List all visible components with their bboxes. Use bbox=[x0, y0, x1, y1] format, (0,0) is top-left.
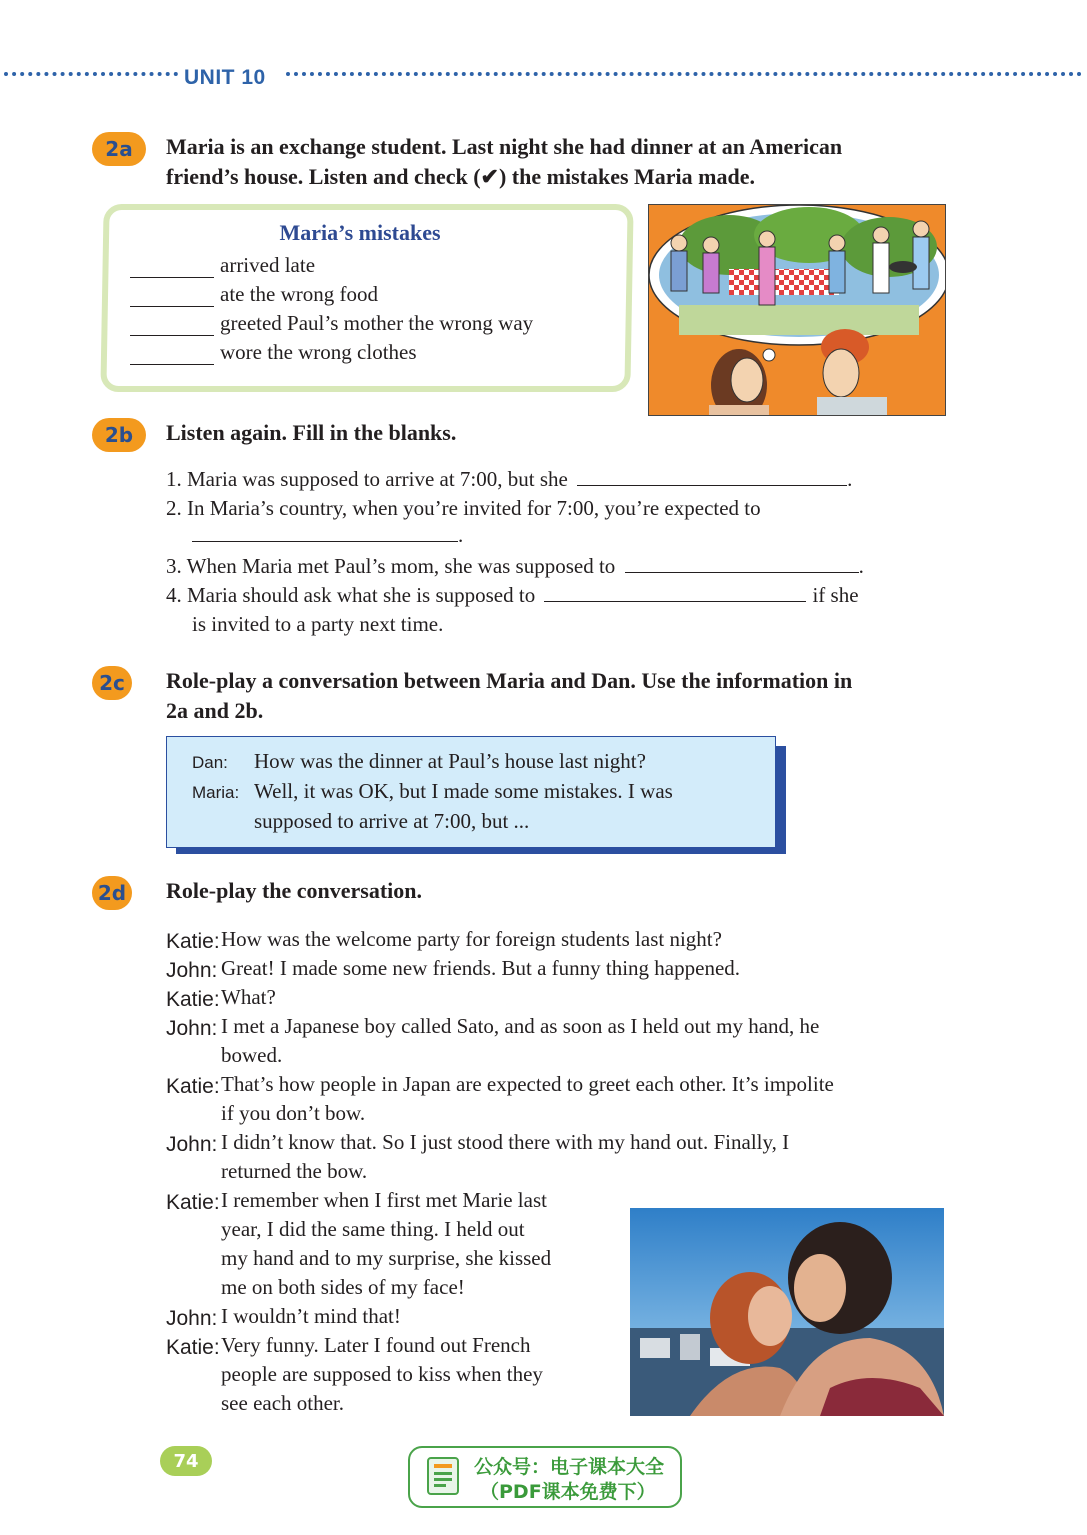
instruction-2c: Role-play a conversation between Maria and Dan. Use the information in 2a and 2b. bbox=[166, 668, 853, 723]
answer-blank-2[interactable] bbox=[192, 521, 458, 542]
speaker-label: Katie: bbox=[166, 1336, 220, 1359]
badge-2c: 2c bbox=[92, 666, 132, 700]
answer-blank-3[interactable] bbox=[625, 552, 859, 573]
unit-title: UNIT 10 bbox=[184, 66, 266, 89]
question-1: 1. Maria was supposed to arrive at 7:00, but she . bbox=[166, 467, 853, 491]
instruction-2d: Role-play the conversation. bbox=[166, 878, 423, 903]
watermark-badge bbox=[408, 1446, 682, 1508]
watermark-line1: 公众号：电子课本大全 bbox=[474, 1456, 665, 1478]
instruction-2b: Listen again. Fill in the blanks. bbox=[166, 420, 457, 445]
mistake-item: ate the wrong food bbox=[130, 278, 378, 307]
mistakes-title: Maria’s mistakes bbox=[279, 220, 441, 245]
dialogue-line-text: How was the welcome party for foreign students last night? bbox=[221, 927, 722, 951]
dialogue-line-text: bowed. bbox=[221, 1043, 283, 1067]
answer-blank-4[interactable] bbox=[544, 581, 806, 602]
dialogue-line-text: people are supposed to kiss when they bbox=[221, 1362, 543, 1386]
speaker-label: Katie: bbox=[166, 1191, 220, 1214]
instruction-2a: Maria is an exchange student. Last night she had dinner at an American friend’s house. Listen and check (✔) the mistakes Maria made. bbox=[166, 134, 843, 189]
page-number: 74 bbox=[160, 1446, 212, 1476]
dialogue-line-text: I met a Japanese boy called Sato, and as soon as I held out my hand, he bbox=[221, 1014, 820, 1038]
dialogue-line-text: see each other. bbox=[221, 1391, 345, 1415]
dialogue-line-text: my hand and to my surprise, she kissed bbox=[221, 1246, 552, 1270]
answer-blank-1[interactable] bbox=[577, 465, 847, 486]
book-icon bbox=[426, 1456, 464, 1498]
dialogue-line: Maria: bbox=[192, 783, 240, 802]
dialogue-line-text: I remember when I first met Marie last bbox=[221, 1188, 547, 1212]
mistake-item: wore the wrong clothes bbox=[130, 336, 417, 365]
check-blank[interactable] bbox=[130, 344, 214, 365]
check-blank[interactable] bbox=[130, 257, 214, 278]
check-blank[interactable] bbox=[130, 315, 214, 336]
speaker-label: Katie: bbox=[166, 930, 220, 953]
question-4-cont: is invited to a party next time. bbox=[192, 612, 444, 636]
speaker-label: John: bbox=[166, 959, 218, 982]
dialogue-line-text: I didn’t know that. So I just stood there with my hand out. Finally, I bbox=[221, 1130, 790, 1154]
badge-2a: 2a bbox=[92, 132, 146, 166]
dialogue-line-text: year, I did the same thing. I held out bbox=[221, 1217, 525, 1241]
dialogue-line-text: How was the dinner at Paul’s house last night? bbox=[254, 749, 646, 773]
dialogue-line-text: I wouldn’t mind that! bbox=[221, 1304, 401, 1328]
dialogue-line-text: Well, it was OK, but I made some mistakes. I was bbox=[254, 779, 673, 803]
mistake-item: arrived late bbox=[130, 249, 315, 278]
cartoon-dinner-illustration bbox=[648, 204, 946, 416]
question-2-blank: . bbox=[192, 521, 982, 550]
header-dots-right bbox=[286, 72, 1082, 94]
badge-2d: 2d bbox=[92, 876, 132, 910]
dialogue-line-text: Very funny. Later I found out French bbox=[221, 1333, 531, 1357]
speaker-label: John: bbox=[166, 1017, 218, 1040]
dialogue-line-text: That’s how people in Japan are expected to greet each other. It’s impolite bbox=[221, 1072, 834, 1096]
dialogue-line-text: me on both sides of my face! bbox=[221, 1275, 465, 1299]
mistake-item: greeted Paul’s mother the wrong way bbox=[130, 307, 533, 336]
dialogue-line-text: Great! I made some new friends. But a funny thing happened. bbox=[221, 956, 741, 980]
speaker-label: Katie: bbox=[166, 1075, 220, 1098]
header-dots-left bbox=[4, 72, 178, 94]
watermark-line2: （PDF课本免费下） bbox=[480, 1481, 656, 1503]
check-blank[interactable] bbox=[130, 286, 214, 307]
badge-2b: 2b bbox=[92, 418, 146, 452]
speaker-label: Katie: bbox=[166, 988, 220, 1011]
question-3: 3. When Maria met Paul’s mom, she was supposed to . bbox=[166, 554, 864, 578]
dialogue-line: Dan: bbox=[192, 753, 228, 772]
dialogue-line-text: returned the bow. bbox=[221, 1159, 368, 1183]
speaker-label: John: bbox=[166, 1133, 218, 1156]
dialogue-line-text: What? bbox=[221, 985, 276, 1009]
dialogue-line-text: if you don’t bow. bbox=[221, 1101, 366, 1125]
question-2: 2. In Maria’s country, when you’re invited for 7:00, you’re expected to bbox=[166, 496, 761, 520]
question-4: 4. Maria should ask what she is supposed to if she bbox=[166, 583, 859, 607]
speaker-label: John: bbox=[166, 1307, 218, 1330]
dialogue-line-text: supposed to arrive at 7:00, but ... bbox=[254, 809, 530, 833]
photo-greeting-kiss bbox=[630, 1208, 944, 1416]
